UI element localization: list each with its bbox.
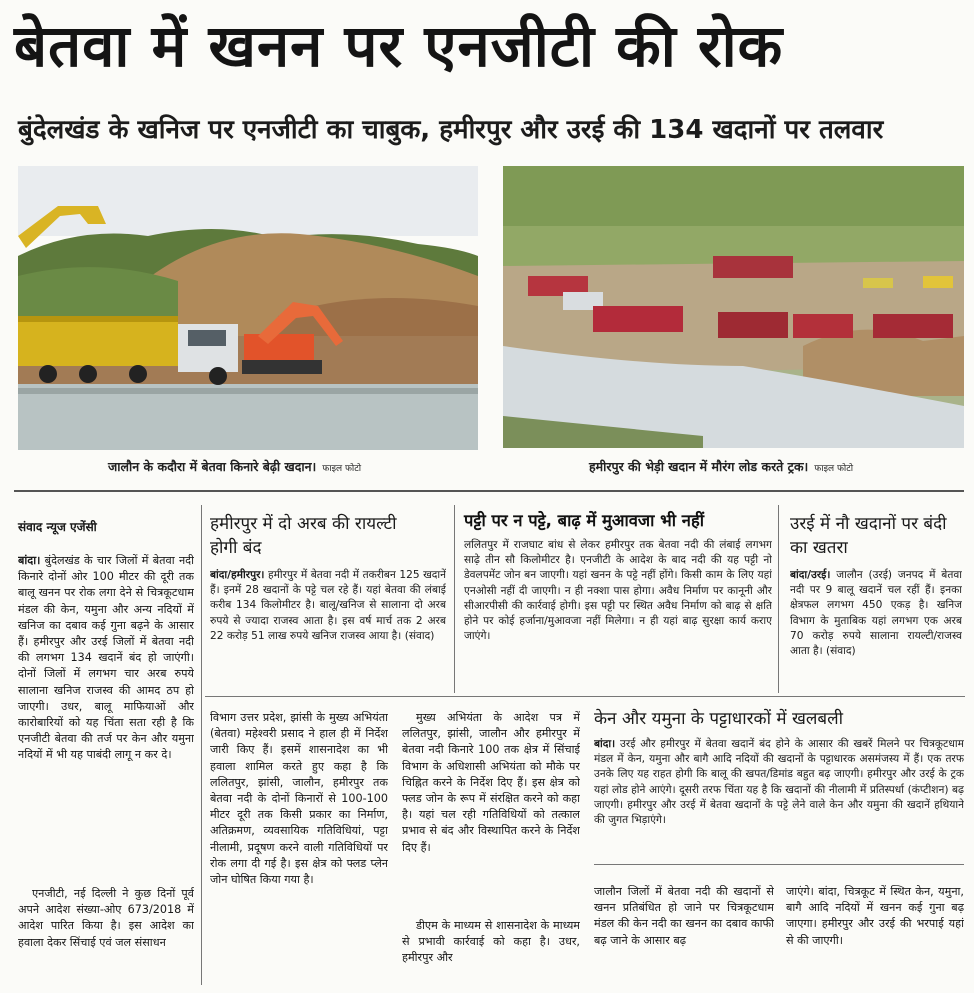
subheadline: बुंदेलखंड के खनिज पर एनजीटी का चाबुक, हमीरपुर और उरई की 134 खदानों पर तलवार — [18, 115, 884, 145]
story-text: एनजीटी, नई दिल्ली ने कुछ दिनों पूर्व अपने आदेश संख्या-ओए 673/2018 में आदेश पारित किया है। इस आदेश का हवाला देकर सिंचाई एवं जल संसाधन — [18, 887, 194, 949]
main-story-col3b — [402, 918, 580, 984]
main-story-col1b — [18, 886, 194, 986]
dateline: बांदा। — [594, 738, 616, 750]
box-credit: (संवाद) — [404, 629, 435, 642]
main-story-col1 — [18, 553, 194, 893]
photo-left — [18, 166, 478, 450]
story-text: डीएम के माध्यम से शासनादेश के माध्यम से प्रभावी कार्रवाई को कहा है। उधर, हमीरपुर और — [402, 919, 580, 965]
box-text: उरई और हमीरपुर में बेतवा खदानें बंद होने के आसार की खबरें मिलने पर चित्रकूटधाम मंडल में केन, यमुना और बागै आदि नदियों की खदानों के पट्टाधारक असमंजस्य में हैं। एक तरफ उनके लिए यह राहत होगी कि बालू की खपत/डिमांड बहुत बढ़ जाएगी। हमीरपुर और उरई के ट्रक यहां लोड होने आएंगे। दूसरी तरफ चिंता यह है कि खदानों की नीलामी में प्रतिस्पर्धा (कंप्टीशन) बढ़ जाएगी। हमीरपुर और उरई में बेतवा खदानों के पट्टे लेने वाले केन और यमुना की खदानें हथियाने की जुगत भिड़ाएंगे। — [594, 738, 964, 827]
byline: संवाद न्यूज एजेंसी — [18, 520, 97, 534]
box-hamirpur-title: हमीरपुर में दो अरब की रायल्टी होगी बंद — [210, 514, 397, 558]
dateline: बांदा/उरई। — [790, 569, 831, 581]
headline: बेतवा में खनन पर एनजीटी की रोक — [14, 12, 784, 80]
main-story-col4 — [594, 884, 774, 984]
story-text: जालौन जिलों में बेतवा नदी की खदानों से खनन प्रतिबंधित हो जाने पर चित्रकूटधाम मंडल की केन नदी का खनन का दबाव काफी बढ़ जाने के आसार बढ़ — [594, 885, 774, 947]
photo-right-caption — [589, 458, 853, 475]
photo-right — [503, 166, 964, 448]
main-story-col2 — [210, 710, 388, 984]
story-text: मुख्य अभियंता के आदेश पत्र में ललितपुर, झांसी, जालौन और हमीरपुर में बेतवा नदी किनारे 100 तक क्षेत्र में सिंचाई विभाग के अधिशासी अभियंता को मौके पर चिह्नित करने के निर्देश दिए हैं। इस क्षेत्र को फ्लड जोन के रूप में संरक्षित करने को कहा है। यहां चल रही गतिविधियों को तत्काल प्रभाव से बंद और विस्थापित करने के निर्देश दिए हैं। — [402, 711, 580, 854]
main-story-col5 — [786, 884, 964, 984]
dateline: बांदा/हमीरपुर। — [210, 569, 265, 581]
box-separator — [205, 696, 965, 697]
box-urai-body — [790, 568, 962, 692]
box-text: जालौन (उरई) जनपद में बेतवा नदी पर 9 बालू खदानें चल रहीं हैं। इनका क्षेत्रफल लगभग 450 एकड़ है। खनिज विभाग के मुताबिक यहां लगभग एक अरब 70 करोड़ रुपये सालाना रायल्टी/राजस्व आता है। — [790, 569, 962, 658]
box-credit: (संवाद) — [826, 645, 856, 658]
column-rule — [454, 505, 455, 693]
story-text: जाएंगे। बांदा, चित्रकूट में स्थित केन, यमुना, बागै आदि नदियों में खनन कई गुना बढ़ जाएगा। हमीरपुर और उरई की भरपाई यहां से की जाएगी। — [786, 885, 964, 947]
box-patti-title: पट्टी पर न पट्टे, बाढ़ में मुआवजा भी नहीं — [464, 511, 704, 530]
caption-text: जालौन के कदौरा में बेतवा किनारे बेढ़ी खदान। — [108, 459, 317, 474]
box-hamirpur-body — [210, 568, 446, 692]
story-text: बुंदेलखंड के चार जिलों में बेतवा नदी किनारे दोनों ओर 100 मीटर की दूरी तक बालू खनन पर रोक लगा देने से चित्रकूटधाम मंडल की केन, यमुना और अन्य नदियों में खनिज का दबाव कई गुना बढ़ने के आसार हैं। हमीरपुर और उरई जिलों में बेतवा नदी की लगभग 134 खदानें बंद हो जाएंगी। दोनों जिलों में लगभग चार अरब रुपये सालाना खनिज राजस्व की आमद ठप हो जाएगी। उधर, बालू माफियाओं और कारोबारियों को यह चिंता सता रही है कि एनजीटी बेतवा की तर्ज पर केन और यमुना नदियों में भी यह पाबंदी लागू न कर दे। — [18, 554, 194, 762]
caption-credit: फाइल फोटो — [322, 464, 362, 474]
column-rule — [778, 505, 779, 693]
photo-left-caption — [108, 458, 361, 475]
box-text: हमीरपुर में बेतवा नदी में तकरीबन 125 खदानें हैं। इनमें 28 खदानों के पट्टे चल रहे हैं। यहां बेतवा की लंबाई करीब 134 किलोमीटर है। बालू/खनिज से सालाना दो अरब रुपये से ज्यादा राजस्व आता है। इस वर्ष मार्च तक 2 अरब 22 करोड़ 51 लाख रुपये खनिज राजस्व आया है। — [210, 569, 446, 642]
story-text: विभाग उत्तर प्रदेश, झांसी के मुख्य अभियंता (बेतवा) महेश्वरी प्रसाद ने हाल ही में निर्देश जारी किए हैं। इसमें शासनादेश का भी हवाला शामिल करते हुए कहा है कि ललितपुर, झांसी, जालौन, हमीरपुर तक बेतवा नदी के दोनों किनारों से 100-100 मीटर दूरी तक किसी प्रकार का निर्माण, अतिक्रमण, व्यवसायिक गतिविधियां, पट्टा नीलामी, प्रदूषण करने वाली गतिविधियों पर रोक लगा दी गई है। इस क्षेत्र को फ्लड प्लेन जोन घोषित किया गया है। — [210, 711, 388, 887]
section-rule — [14, 490, 964, 492]
box-urai-title: उरई में नौ खदानों पर बंदी का खतरा — [790, 514, 947, 558]
caption-credit: फाइल फोटो — [814, 464, 854, 474]
column-rule — [201, 505, 202, 985]
box-ken-title: केन और यमुना के पट्टाधारकों में खलबली — [594, 709, 844, 729]
box-ken-body — [594, 737, 964, 859]
main-story-col3 — [402, 710, 580, 900]
box-ken-separator — [594, 864, 964, 865]
excavator-truck-photo — [18, 166, 478, 450]
box-text: ललितपुर में राजघाट बांध से लेकर हमीरपुर तक बेतवा नदी की लंबाई लगभग साढ़े तीन सौ किलोमीटर है। एनजीटी के आदेश के बाद नदी की यह पट्टी नो डेवलपमेंट जोन बन जाएगी। यहां खनन के पट्टे नहीं होंगे। किसी काम के लिए यहां एनओसी नहीं दी जाएगी। न ही नक्शा पास होगा। अवैध निर्माण पर कानूनी और सीआरपीसी की कार्रवाई होगी। इस पट्टी पर स्थित अवैध निर्माण को बाढ़ से क्षति होने पर कोई हर्जाना/मुआवजा नहीं मिलेगा। न ही यहां बाढ़ सुरक्षा कार्य कराए जाएंगे। — [464, 539, 772, 643]
box-patti-body — [464, 538, 772, 688]
caption-text: हमीरपुर की भेड़ी खदान में मौरंग लोड करते ट्रक। — [589, 459, 809, 474]
trucks-loading-photo — [503, 166, 964, 448]
dateline: बांदा। — [18, 554, 41, 567]
